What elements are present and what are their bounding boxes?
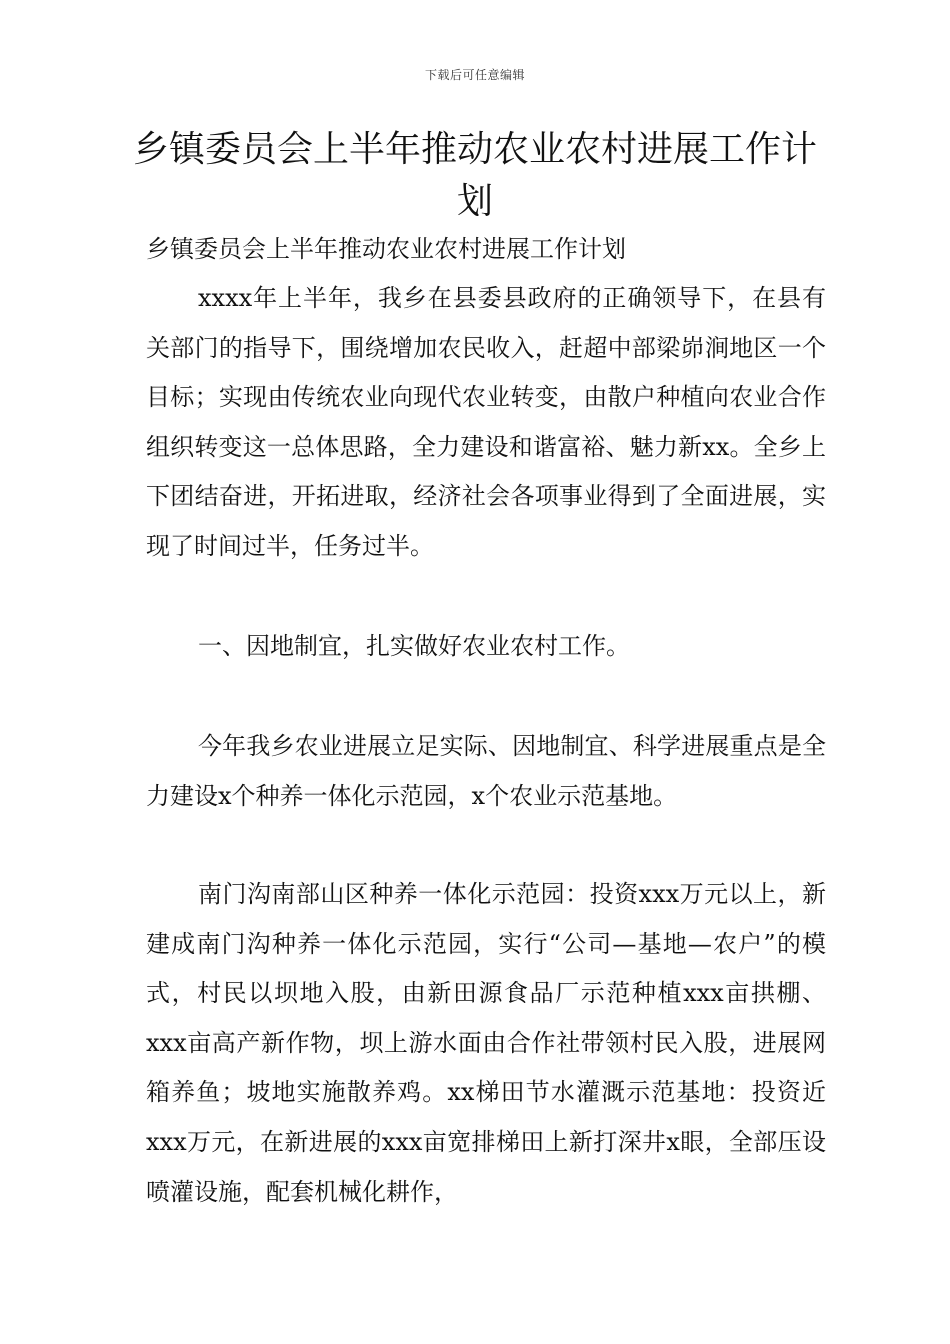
document-title: 乡镇委员会上半年推动农业农村进展工作计划 xyxy=(132,129,817,222)
document-subtitle: 乡镇委员会上半年推动农业农村进展工作计划 xyxy=(146,235,626,263)
header-note: 下载后可任意编辑 xyxy=(424,68,525,82)
section-heading: 一、因地制宜，扎实做好农业农村工作。 xyxy=(198,632,630,660)
paragraph-overview: 今年我乡农业进展立足实际、因地制宜、科学进展重点是全力建设x个种养一体化示范园，x个农业示范基地。 xyxy=(146,732,826,810)
paragraph-demo-park: 南门沟南部山区种养一体化示范园：投资xxx万元以上，新建成南门沟种养一体化示范园，实行“公司—基地—农户”的模式，村民以坝地入股，由新田源食品厂示范种植xxx亩拱棚、xxx亩高产新作物，坝上游水面由合作社带领村民入股，进展网箱养鱼；坡地实施散养鸡。xx梯田节水灌溉示范基地：投资近xxx万元，在新进展的xxx亩宽排梯田上新打深井x眼，全部压设喷灌设施，配套机械化耕作， xyxy=(146,880,826,1206)
paragraph-intro: xxxx年上半年，我乡在县委县政府的正确领导下，在县有关部门的指导下，围绕增加农民收入，赶超中部梁峁涧地区一个目标；实现由传统农业向现代农业转变，由散户种植向农业合作组织转变这一总体思路，全力建设和谐富裕、魅力新xx。全乡上下团结奋进，开拓进取，经济社会各项事业得到了全面进展，实现了时间过半，任务过半。 xyxy=(146,284,826,560)
